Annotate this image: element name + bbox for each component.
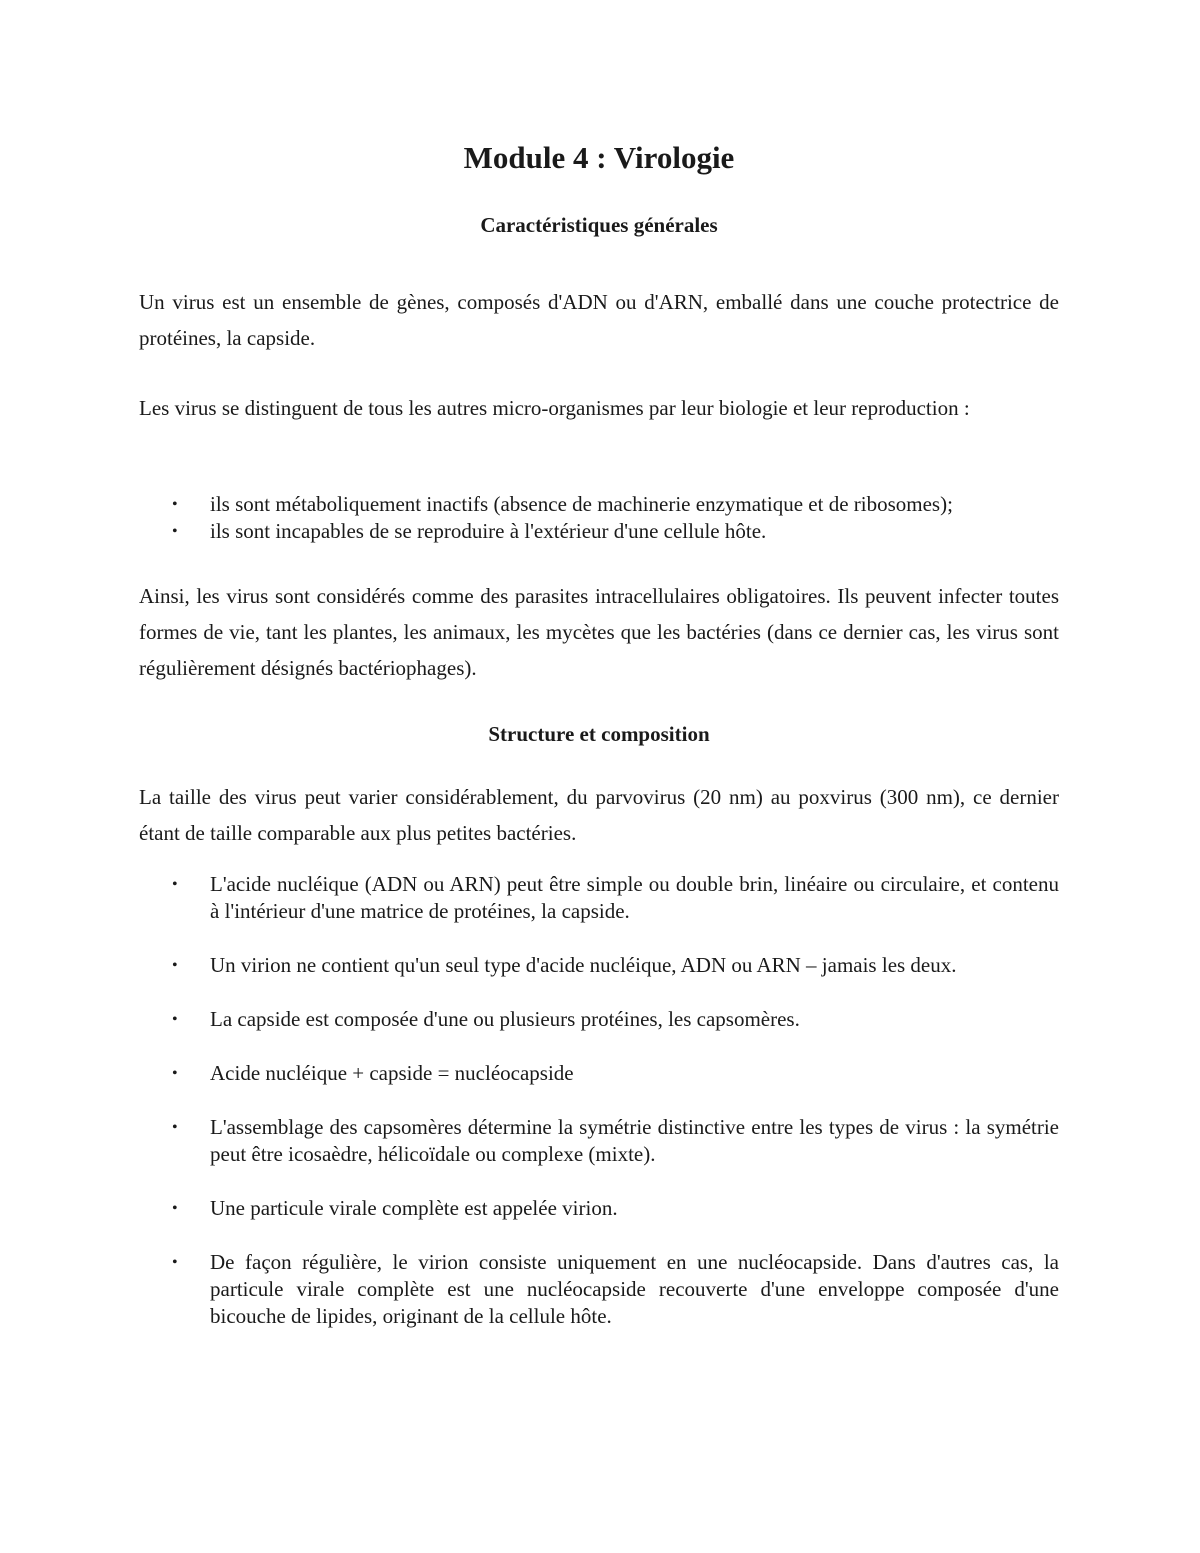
- list-item-text: Une particule virale complète est appelée virion.: [210, 1196, 618, 1220]
- list-item: [139, 518, 1059, 545]
- bullet-icon: •: [172, 1011, 178, 1028]
- bullet-icon: •: [172, 1254, 178, 1271]
- list-item: [139, 1060, 1059, 1087]
- list-item-text: Un virion ne contient qu'un seul type d'acide nucléique, ADN ou ARN – jamais les deux.: [210, 953, 957, 977]
- page-title: Module 4 : Virologie: [463, 140, 735, 175]
- list-item-text: ils sont métaboliquement inactifs (absence de machinerie enzymatique et de ribosomes);: [210, 492, 953, 516]
- list-item: [139, 1249, 1059, 1330]
- paragraph-virus-size: La taille des virus peut varier considérablement, du parvovirus (20 nm) au poxvirus (300 nm), ce dernier étant de taille comparable aux plus petites bactéries.: [139, 785, 1059, 845]
- bullet-icon: •: [172, 957, 178, 974]
- paragraph-parasites: Ainsi, les virus sont considérés comme des parasites intracellulaires obligatoires. Ils peuvent infecter toutes formes de vie, tant les plantes, les animaux, les mycètes que les bactéries (dans ce dernier cas, les virus sont régulièrement désignés bactériophages).: [139, 584, 1059, 680]
- section-heading-general: Caractéristiques générales: [480, 213, 718, 237]
- characteristics-list: [139, 491, 1059, 545]
- bullet-icon: •: [172, 496, 178, 513]
- list-item: [139, 1114, 1059, 1168]
- bullet-icon: •: [172, 876, 178, 893]
- list-item-text: ils sont incapables de se reproduire à l'extérieur d'une cellule hôte.: [210, 519, 767, 543]
- bullet-icon: •: [172, 1119, 178, 1136]
- list-item-text: L'assemblage des capsomères détermine la symétrie distinctive entre les types de virus : la symétrie peut être icosaèdre, hélicoïdale ou complexe (mixte).: [210, 1115, 1059, 1166]
- list-item-text: Acide nucléique + capside = nucléocapside: [210, 1061, 574, 1085]
- bullet-icon: •: [172, 1200, 178, 1217]
- list-item: [139, 952, 1059, 979]
- list-item: [139, 1006, 1059, 1033]
- bullet-icon: •: [172, 523, 178, 540]
- paragraph-virus-distinction: Les virus se distinguent de tous les autres micro-organismes par leur biologie et leur reproduction :: [139, 396, 970, 420]
- list-item: [139, 871, 1059, 925]
- paragraph-virus-definition: Un virus est un ensemble de gènes, composés d'ADN ou d'ARN, emballé dans une couche protectrice de protéines, la capside.: [139, 290, 1059, 350]
- list-item-text: L'acide nucléique (ADN ou ARN) peut être simple ou double brin, linéaire ou circulaire, et contenu à l'intérieur d'une matrice de protéines, la capside.: [210, 872, 1059, 923]
- list-item: [139, 1195, 1059, 1222]
- structure-list: [139, 871, 1059, 1357]
- list-item-text: La capside est composée d'une ou plusieurs protéines, les capsomères.: [210, 1007, 800, 1031]
- section-heading-structure: Structure et composition: [488, 722, 710, 746]
- bullet-icon: •: [172, 1065, 178, 1082]
- list-item-text: De façon régulière, le virion consiste uniquement en une nucléocapside. Dans d'autres cas, la particule virale complète est une nucléocapside recouverte d'une enveloppe composée d'une bicouche de lipides, originant de la cellule hôte.: [210, 1250, 1059, 1328]
- list-item: [139, 491, 1059, 518]
